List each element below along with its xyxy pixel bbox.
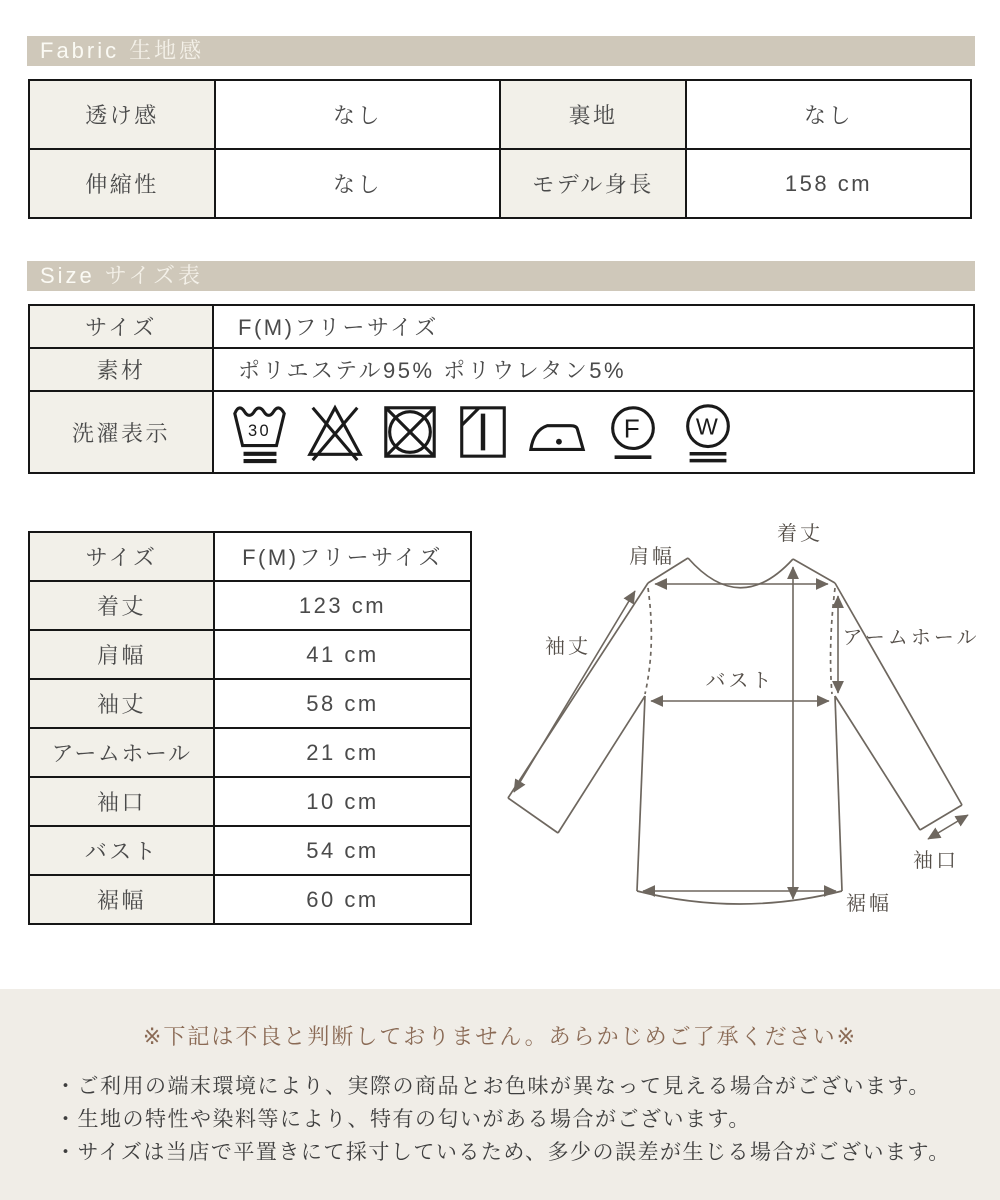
diagram-label-length: 着丈	[777, 523, 823, 545]
garment-outline	[508, 558, 962, 904]
meas-value-shoulder: 41 cm	[214, 630, 471, 679]
fabric-value-model-height: 158 cm	[686, 149, 971, 218]
notice-item-color: ・ご利用の端末環境により、実際の商品とお色味が異なって見える場合がございます。	[55, 1075, 931, 1098]
meas-value-size: F(M)フリーサイズ	[214, 532, 471, 581]
fabric-value-sheerness: なし	[215, 80, 500, 149]
meas-value-length: 123 cm	[214, 581, 471, 630]
fabric-section-title-en: Fabric	[40, 38, 120, 63]
meas-label-shoulder: 肩幅	[29, 630, 214, 679]
notice-item-size-error: ・サイズは当店で平置きにて採寸しているため、多少の誤差が生じる場合がございます。	[55, 1141, 951, 1164]
wash-temp-label: 30	[247, 421, 272, 440]
notice-item-smell: ・生地の特性や染料等により、特有の匂いがある場合がございます。	[55, 1108, 751, 1131]
fabric-section-header	[27, 36, 975, 66]
meas-label-length: 着丈	[29, 581, 214, 630]
fabric-label-model-height: モデル身長	[500, 149, 686, 218]
meas-value-cuff: 10 cm	[214, 777, 471, 826]
meas-label-bust: バスト	[29, 826, 214, 875]
meas-label-hem: 裾幅	[29, 875, 214, 924]
spec-table	[28, 304, 975, 474]
dry-clean-F-gentle-icon	[602, 399, 664, 465]
spec-label-material: 素材	[29, 348, 213, 391]
fabric-table-row	[29, 149, 971, 218]
do-not-tumble-dry-icon	[379, 399, 441, 465]
wet-clean-letter: W	[695, 413, 721, 440]
measurement-row	[29, 581, 471, 630]
spec-value-material: ポリエステル95% ポリウレタン5%	[213, 348, 974, 391]
fabric-section-title-ja: 生地感	[129, 38, 205, 63]
notice-heading: ※下記は不良と判断しておりません。あらかじめご了承ください※	[142, 1024, 858, 1049]
meas-value-bust: 54 cm	[214, 826, 471, 875]
spec-value-care	[213, 391, 974, 473]
diagram-label-hem: 裾幅	[846, 893, 892, 915]
wash-30-very-gentle-icon	[229, 399, 291, 465]
measurement-row	[29, 630, 471, 679]
diagram-label-sleeve: 袖丈	[545, 636, 591, 658]
measurement-row	[29, 728, 471, 777]
measurement-row	[29, 532, 471, 581]
diagram-label-shoulder: 肩幅	[629, 546, 675, 568]
fabric-value-stretch: なし	[215, 149, 500, 218]
meas-label-size: サイズ	[29, 532, 214, 581]
spec-value-size: F(M)フリーサイズ	[213, 305, 974, 348]
spec-table-row	[29, 348, 974, 391]
fabric-label-stretch: 伸縮性	[29, 149, 215, 218]
wet-clean-W-very-gentle-icon	[677, 399, 739, 465]
measurement-row	[29, 826, 471, 875]
measurement-row	[29, 777, 471, 826]
meas-label-sleeve: 袖丈	[29, 679, 214, 728]
fabric-table	[28, 79, 972, 219]
diagram-label-cuff: 袖口	[913, 850, 959, 872]
meas-value-sleeve: 58 cm	[214, 679, 471, 728]
diagram-label-armhole: アームホール	[842, 627, 980, 649]
notice-list	[0, 1070, 1000, 1169]
line-dry-in-shade-icon	[454, 399, 512, 465]
measurement-row	[29, 875, 471, 924]
fabric-value-lining: なし	[686, 80, 971, 149]
iron-low-heat-icon	[525, 399, 589, 465]
do-not-bleach-icon	[304, 399, 366, 465]
care-symbols-row	[214, 399, 973, 465]
notice-section	[0, 989, 1000, 1200]
spec-label-care: 洗濯表示	[29, 391, 213, 473]
spec-table-row	[29, 305, 974, 348]
measurement-arrows	[514, 567, 968, 899]
size-section-header	[27, 261, 975, 291]
meas-value-armhole: 21 cm	[214, 728, 471, 777]
garment-measurement-diagram	[478, 505, 1000, 940]
dry-clean-letter: F	[623, 413, 643, 444]
fabric-label-lining: 裏地	[500, 80, 686, 149]
diagram-label-bust: バスト	[705, 670, 775, 692]
diagram-labels	[545, 522, 980, 915]
size-section-title-en: Size	[40, 263, 95, 288]
meas-value-hem: 60 cm	[214, 875, 471, 924]
fabric-table-row	[29, 80, 971, 149]
measurements-table	[28, 531, 472, 925]
meas-label-armhole: アームホール	[29, 728, 214, 777]
meas-label-cuff: 袖口	[29, 777, 214, 826]
fabric-label-sheerness: 透け感	[29, 80, 215, 149]
spec-table-row	[29, 391, 974, 473]
spec-label-size: サイズ	[29, 305, 213, 348]
size-section-title-ja: サイズ表	[104, 263, 204, 288]
measurement-row	[29, 679, 471, 728]
